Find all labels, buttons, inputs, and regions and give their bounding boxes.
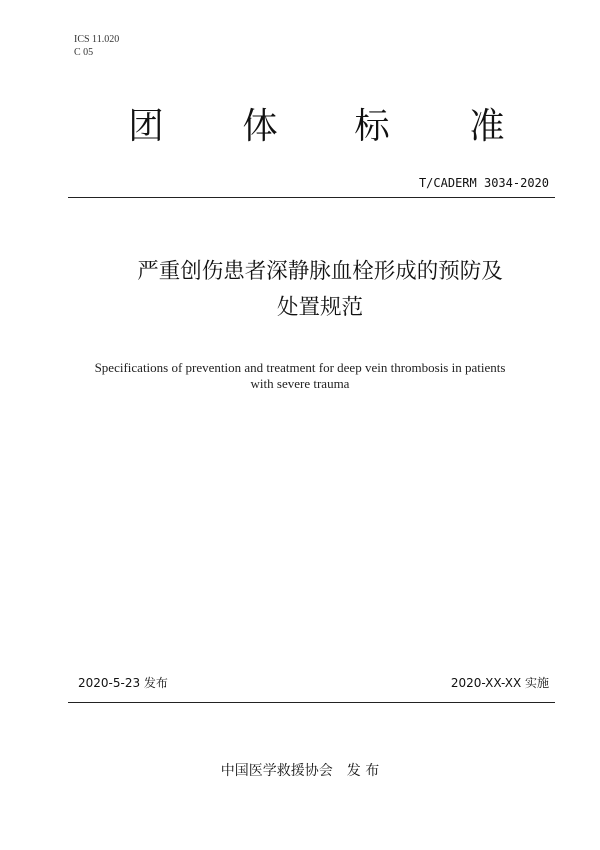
chinese-title-line-2: 处置规范 xyxy=(276,295,363,320)
effective-date: 2020-XX-XX 实施 xyxy=(450,676,549,690)
bottom-divider xyxy=(68,702,555,703)
standard-number: T/CADERM 3034-2020 xyxy=(418,176,549,190)
standard-type-char: 团 xyxy=(128,106,164,147)
classification-codes xyxy=(74,33,119,59)
ccs-code: C 05 xyxy=(74,47,94,58)
publisher xyxy=(0,760,600,780)
english-title xyxy=(40,360,560,392)
publisher-organization: 中国医学救援协会 xyxy=(220,763,333,779)
standard-type-heading xyxy=(0,102,600,152)
top-divider xyxy=(68,197,555,198)
english-title-line-2: with severe trauma xyxy=(250,376,350,391)
english-title-line-1: Specifications of prevention and treatment for deep vein thrombosis in patients xyxy=(94,360,506,375)
standard-type-char: 准 xyxy=(469,106,505,147)
standard-type-char: 标 xyxy=(354,106,390,147)
publish-date: 2020-5-23 发布 xyxy=(78,676,168,690)
chinese-title xyxy=(60,254,580,326)
ics-code: ICS 11.020 xyxy=(74,34,120,45)
standard-type-char: 体 xyxy=(242,106,278,147)
chinese-title-line-1: 严重创伤患者深静脉血栓形成的预防及 xyxy=(137,259,503,284)
publisher-action: 发 布 xyxy=(346,763,380,779)
